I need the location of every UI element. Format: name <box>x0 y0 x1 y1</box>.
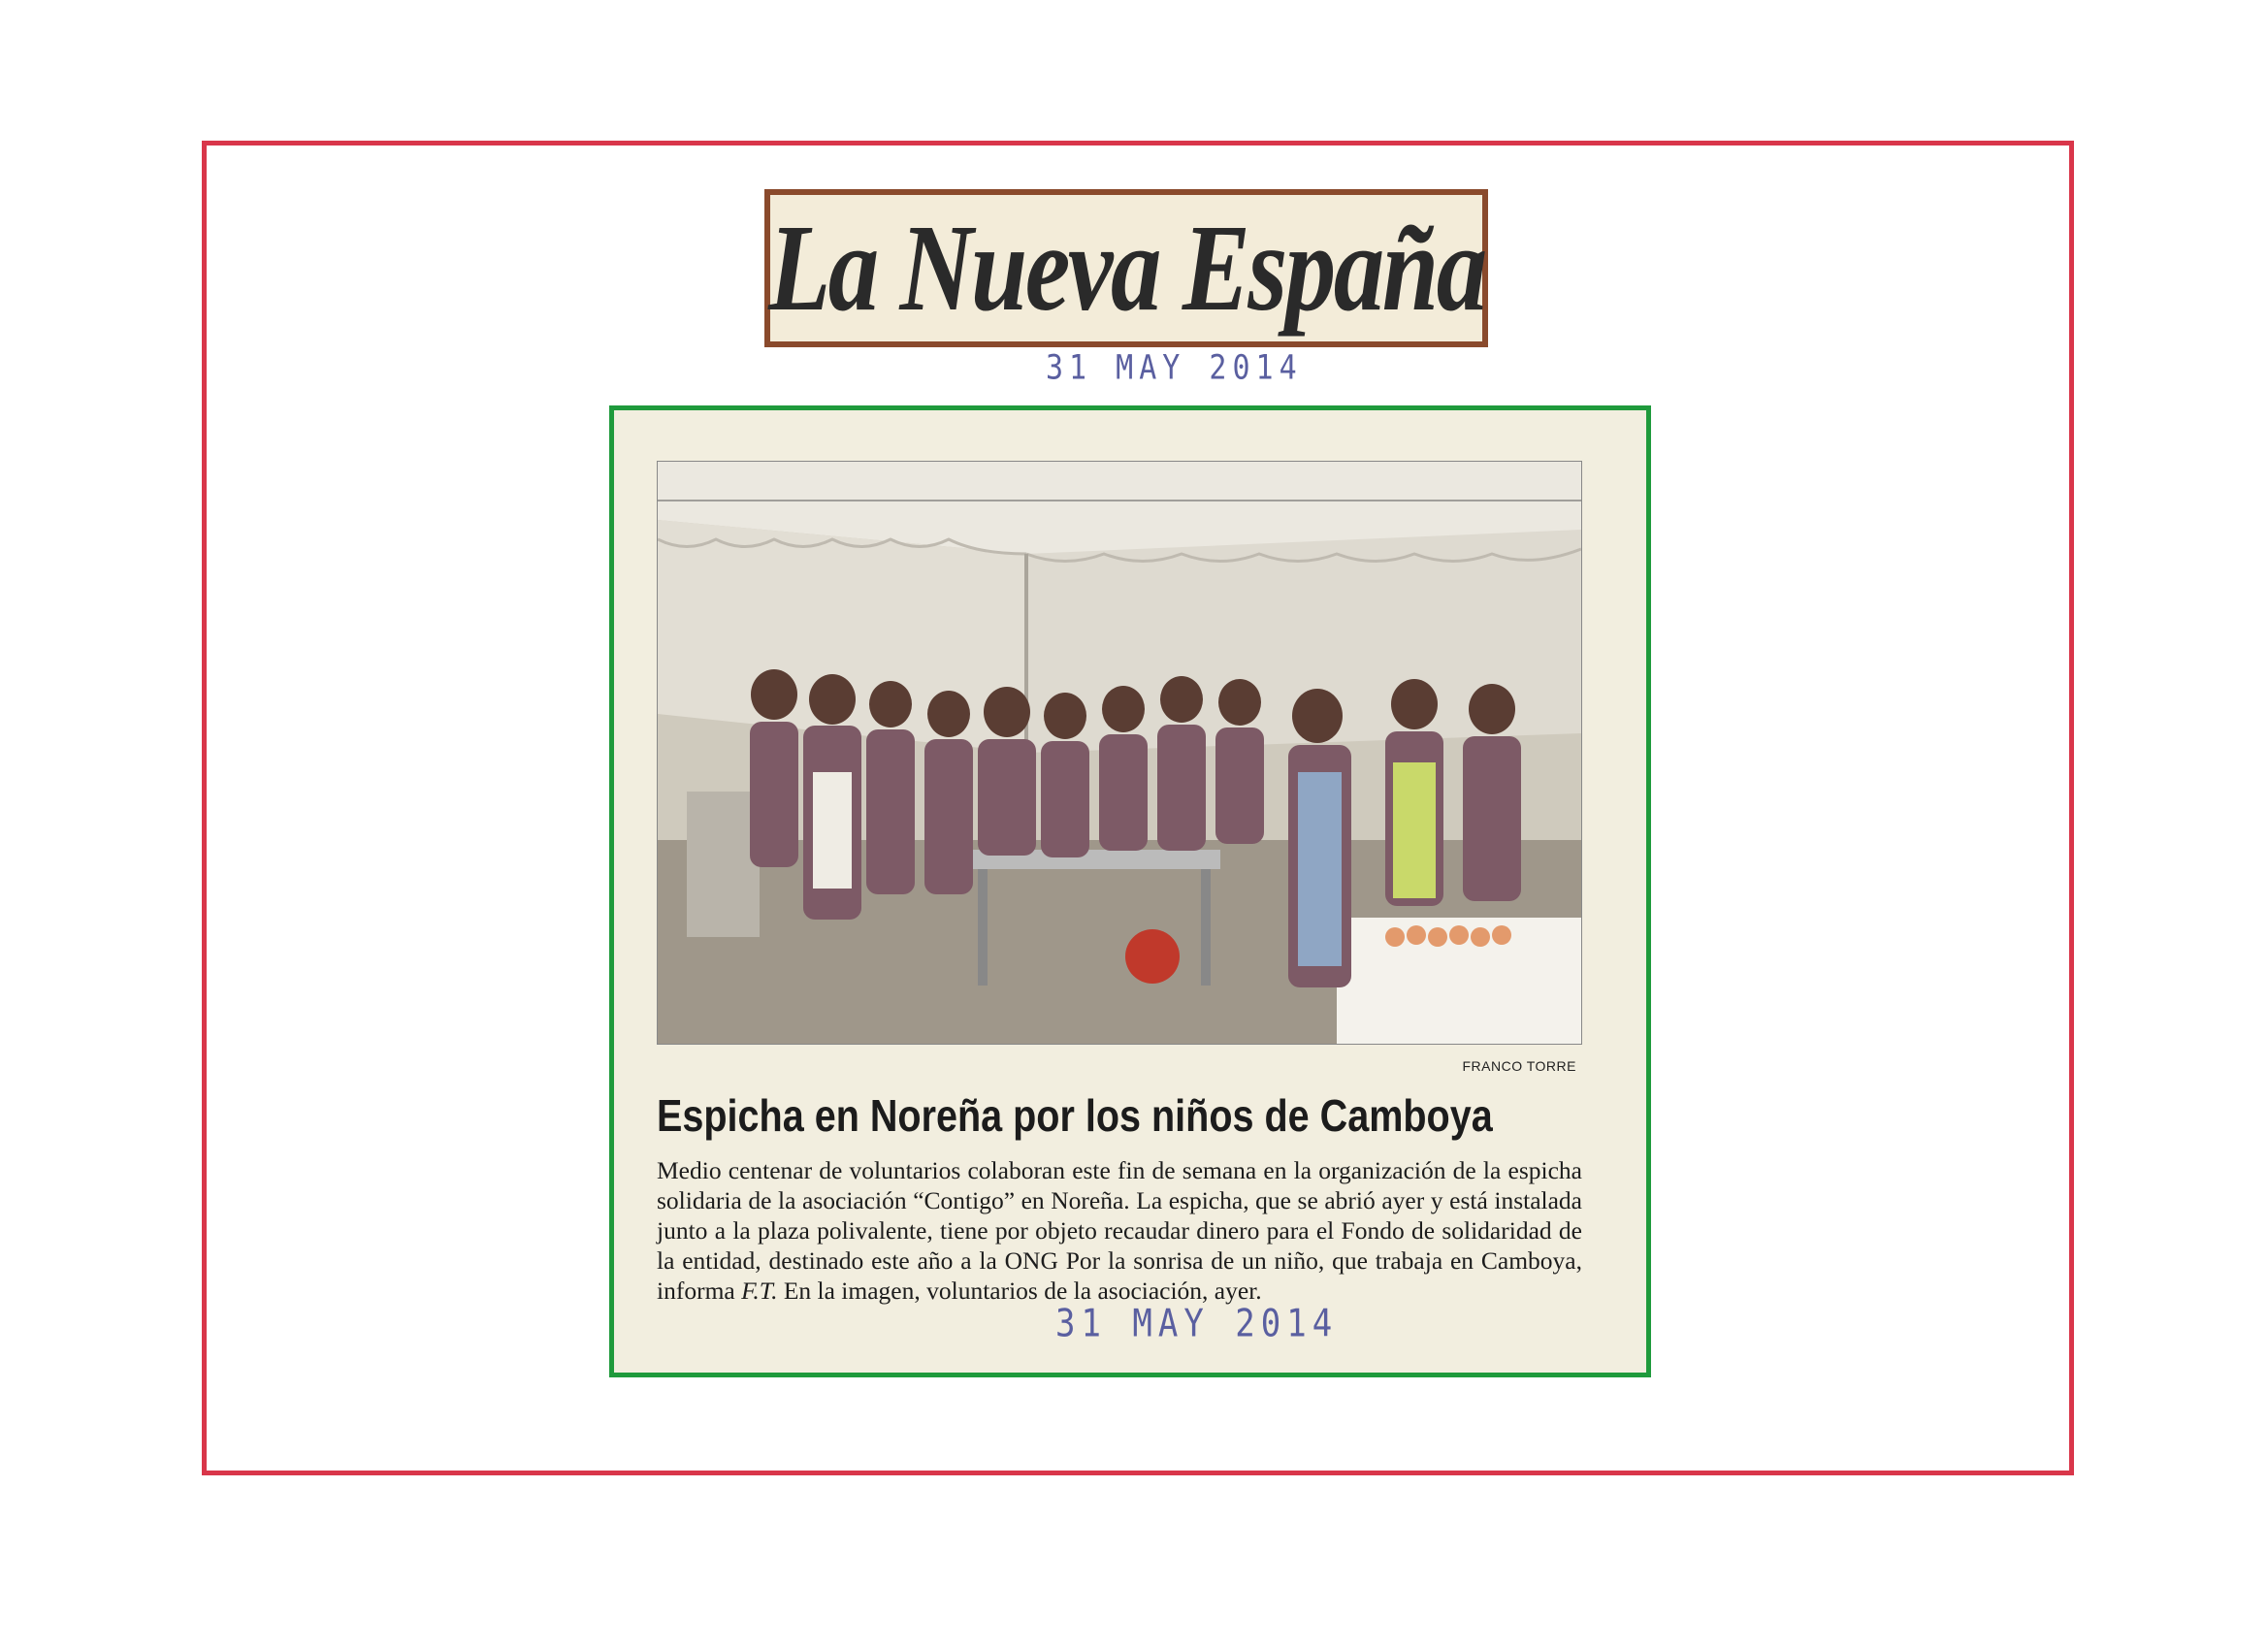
date-stamp-bottom: 31 MAY 2014 <box>1055 1302 1339 1346</box>
photo-credit: FRANCO TORRE <box>1462 1058 1576 1074</box>
newspaper-masthead <box>764 189 1488 347</box>
article-headline: Espicha en Noreña por los niños de Camboya <box>657 1090 1493 1141</box>
article-body-part2: En la imagen, voluntarios de la asociación, ayer. <box>777 1277 1262 1305</box>
article-body <box>657 1155 1582 1306</box>
article-body-part1: Medio centenar de voluntarios colaboran este fin de semana en la organización de la espicha solidaria de la asociación “Contigo” en Noreña. La espicha, que se abrió ayer y está instalada junto a la plaza polivalente, tiene por objeto recaudar dinero para el Fondo de solidaridad de la entidad, destinado este año a la ONG Por la sonrisa de un niño, que trabaja en Camboya, informa <box>657 1156 1582 1305</box>
newspaper-clipping <box>609 405 1651 1377</box>
date-stamp-top: 31 MAY 2014 <box>1046 348 1303 388</box>
volunteers-photo <box>657 461 1582 1045</box>
article-initials: F.T. <box>741 1277 778 1305</box>
masthead-title: La Nueva España <box>767 199 1485 337</box>
photo-illustration <box>658 462 1581 1044</box>
